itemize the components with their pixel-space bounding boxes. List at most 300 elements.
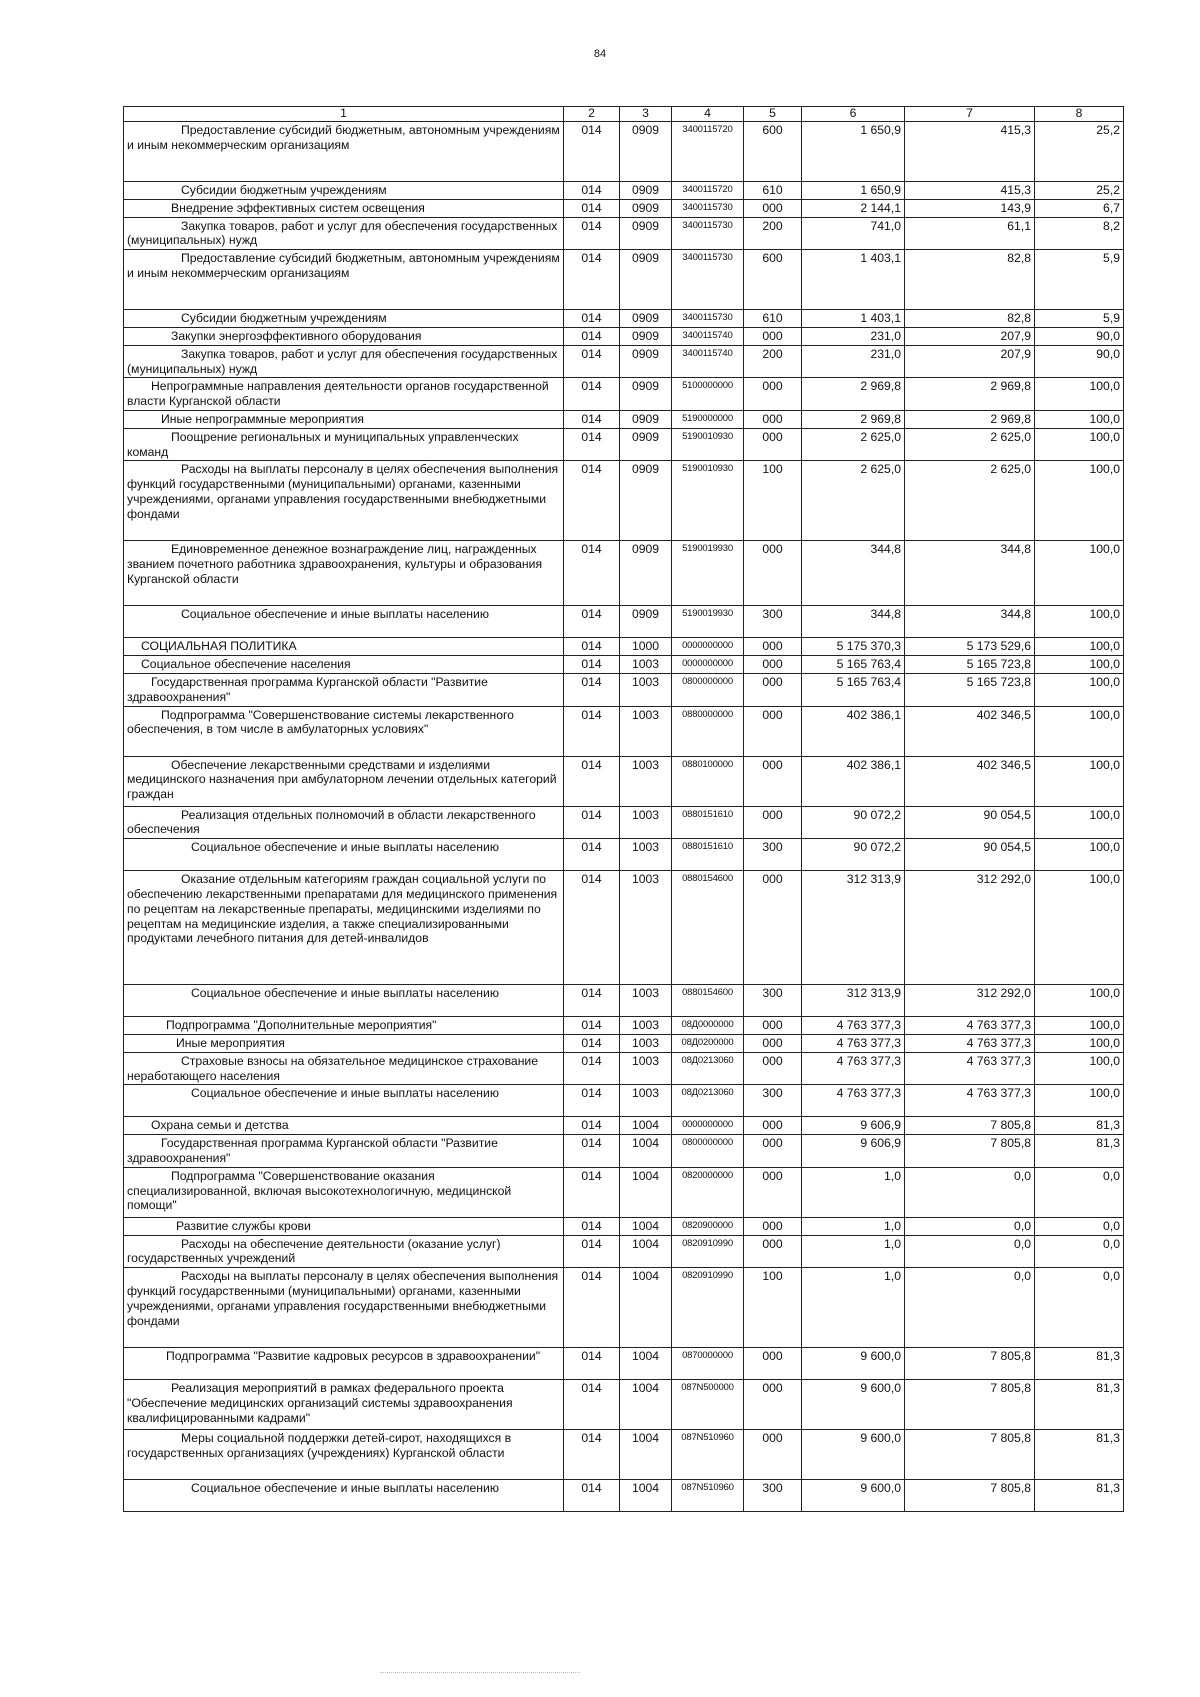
cell-section-code: 1003: [620, 985, 672, 1017]
cell-execution-percent: 100,0: [1035, 985, 1124, 1017]
cell-execution-percent: 25,2: [1035, 122, 1124, 182]
cell-execution-percent: 100,0: [1035, 1034, 1124, 1052]
cell-executed-amount: 0,0: [905, 1167, 1035, 1217]
table-row: [124, 182, 1124, 200]
cell-item-name: Развитие службы крови: [124, 1217, 564, 1235]
cell-target-article: 5190019930: [672, 541, 744, 606]
cell-section-code: 1003: [620, 673, 672, 706]
cell-expense-type: 300: [744, 606, 802, 638]
cell-section-code: 1004: [620, 1235, 672, 1268]
table-row: [124, 1430, 1124, 1480]
cell-admin-code: 014: [564, 1052, 620, 1085]
cell-execution-percent: 100,0: [1035, 673, 1124, 706]
cell-admin-code: 014: [564, 1017, 620, 1035]
cell-planned-amount: 344,8: [802, 606, 905, 638]
cell-target-article: 3400115730: [672, 250, 744, 310]
cell-item-name: Внедрение эффективных систем освещения: [124, 199, 564, 217]
cell-admin-code: 014: [564, 1167, 620, 1217]
table-row: [124, 310, 1124, 328]
cell-planned-amount: 1 650,9: [802, 122, 905, 182]
cell-expense-type: 000: [744, 1135, 802, 1168]
cell-section-code: 0909: [620, 461, 672, 541]
table-row: [124, 1135, 1124, 1168]
cell-executed-amount: 415,3: [905, 182, 1035, 200]
cell-target-article: 087N510960: [672, 1480, 744, 1512]
cell-section-code: 1003: [620, 706, 672, 756]
cell-executed-amount: 82,8: [905, 310, 1035, 328]
cell-admin-code: 014: [564, 122, 620, 182]
cell-target-article: 0880000000: [672, 706, 744, 756]
cell-section-code: 1003: [620, 1052, 672, 1085]
cell-target-article: 3400115740: [672, 345, 744, 378]
cell-admin-code: 014: [564, 1380, 620, 1430]
cell-admin-code: 014: [564, 871, 620, 985]
cell-planned-amount: 5 165 763,4: [802, 673, 905, 706]
cell-section-code: 1004: [620, 1135, 672, 1168]
cell-section-code: 1004: [620, 1167, 672, 1217]
cell-section-code: 1003: [620, 1085, 672, 1117]
table-header-row: [124, 107, 1124, 122]
cell-item-name: Расходы на выплаты персоналу в целях обеспечения выполнения функций государственными (муниципальными) органами, казенными учреждениями, органами управления государственными внебюджетными фондами: [124, 1268, 564, 1348]
cell-expense-type: 000: [744, 1217, 802, 1235]
table-row: [124, 1348, 1124, 1380]
cell-admin-code: 014: [564, 1217, 620, 1235]
cell-expense-type: 000: [744, 806, 802, 839]
cell-expense-type: 000: [744, 410, 802, 428]
table-row: [124, 839, 1124, 871]
cell-executed-amount: 90 054,5: [905, 806, 1035, 839]
cell-item-name: Закупка товаров, работ и услуг для обеспечения государственных (муниципальных) нужд: [124, 217, 564, 250]
cell-planned-amount: 9 606,9: [802, 1135, 905, 1168]
table-row: [124, 606, 1124, 638]
cell-planned-amount: 4 763 377,3: [802, 1052, 905, 1085]
cell-section-code: 1004: [620, 1217, 672, 1235]
table-row: [124, 327, 1124, 345]
cell-executed-amount: 312 292,0: [905, 871, 1035, 985]
cell-target-article: 0870000000: [672, 1348, 744, 1380]
cell-admin-code: 014: [564, 428, 620, 461]
cell-target-article: 087N510960: [672, 1430, 744, 1480]
cell-planned-amount: 344,8: [802, 541, 905, 606]
cell-execution-percent: 81,3: [1035, 1380, 1124, 1430]
cell-execution-percent: 81,3: [1035, 1480, 1124, 1512]
cell-item-name: Социальное обеспечение и иные выплаты населению: [124, 1480, 564, 1512]
table-body: [124, 122, 1124, 1512]
cell-section-code: 1003: [620, 871, 672, 985]
cell-item-name: Реализация мероприятий в рамках федерального проекта "Обеспечение медицинских организаций системы здравоохранения квалифицированными кадрами": [124, 1380, 564, 1430]
cell-expense-type: 000: [744, 706, 802, 756]
cell-executed-amount: 5 165 723,8: [905, 673, 1035, 706]
cell-execution-percent: 100,0: [1035, 1017, 1124, 1035]
cell-target-article: 0000000000: [672, 638, 744, 656]
scan-artifact-line: [380, 1672, 580, 1674]
cell-execution-percent: 100,0: [1035, 638, 1124, 656]
column-header: 2: [564, 107, 620, 122]
cell-executed-amount: 7 805,8: [905, 1348, 1035, 1380]
cell-section-code: 1003: [620, 756, 672, 806]
cell-section-code: 0909: [620, 410, 672, 428]
cell-planned-amount: 5 165 763,4: [802, 656, 905, 674]
cell-admin-code: 014: [564, 310, 620, 328]
cell-executed-amount: 2 625,0: [905, 428, 1035, 461]
cell-item-name: Подпрограмма "Совершенствование оказания специализированной, включая высокотехнологичную, медицинской помощи": [124, 1167, 564, 1217]
cell-target-article: 0000000000: [672, 1117, 744, 1135]
cell-expense-type: 300: [744, 1085, 802, 1117]
cell-expense-type: 610: [744, 182, 802, 200]
cell-section-code: 0909: [620, 541, 672, 606]
cell-item-name: Оказание отдельным категориям граждан социальной услуги по обеспечению лекарственными препаратами для медицинского применения по рецептам на лекарственные препараты, медицинскими изделиями по рецептам на медицинские изделия, а также специализированными продуктами лечебного питания для детей-инвалидов: [124, 871, 564, 985]
cell-executed-amount: 7 805,8: [905, 1135, 1035, 1168]
cell-executed-amount: 90 054,5: [905, 839, 1035, 871]
cell-executed-amount: 5 173 529,6: [905, 638, 1035, 656]
cell-item-name: Подпрограмма "Совершенствование системы лекарственного обеспечения, в том числе в амбулаторных условиях": [124, 706, 564, 756]
cell-target-article: 08Д0000000: [672, 1017, 744, 1035]
cell-item-name: Социальное обеспечение и иные выплаты населению: [124, 985, 564, 1017]
table-row: [124, 428, 1124, 461]
cell-expense-type: 000: [744, 327, 802, 345]
cell-planned-amount: 2 144,1: [802, 199, 905, 217]
table-row: [124, 122, 1124, 182]
cell-executed-amount: 4 763 377,3: [905, 1034, 1035, 1052]
cell-target-article: 0880100000: [672, 756, 744, 806]
table-row: [124, 673, 1124, 706]
cell-planned-amount: 1 403,1: [802, 250, 905, 310]
cell-item-name: Иные непрограммные мероприятия: [124, 410, 564, 428]
cell-execution-percent: 81,3: [1035, 1135, 1124, 1168]
table-row: [124, 378, 1124, 411]
cell-section-code: 0909: [620, 310, 672, 328]
cell-planned-amount: 1,0: [802, 1167, 905, 1217]
cell-expense-type: 300: [744, 839, 802, 871]
cell-admin-code: 014: [564, 541, 620, 606]
cell-execution-percent: 100,0: [1035, 378, 1124, 411]
table-row: [124, 250, 1124, 310]
cell-item-name: Поощрение региональных и муниципальных управленческих команд: [124, 428, 564, 461]
cell-item-name: Обеспечение лекарственными средствами и изделиями медицинского назначения при амбулаторном лечении отдельных категорий граждан: [124, 756, 564, 806]
cell-planned-amount: 2 625,0: [802, 461, 905, 541]
table-row: [124, 345, 1124, 378]
table-row: [124, 1268, 1124, 1348]
cell-admin-code: 014: [564, 638, 620, 656]
cell-planned-amount: 741,0: [802, 217, 905, 250]
cell-item-name: Субсидии бюджетным учреждениям: [124, 182, 564, 200]
cell-execution-percent: 100,0: [1035, 428, 1124, 461]
cell-executed-amount: 7 805,8: [905, 1380, 1035, 1430]
table-row: [124, 756, 1124, 806]
cell-executed-amount: 207,9: [905, 345, 1035, 378]
cell-expense-type: 000: [744, 541, 802, 606]
cell-section-code: 0909: [620, 378, 672, 411]
cell-executed-amount: 5 165 723,8: [905, 656, 1035, 674]
cell-target-article: 0880154600: [672, 985, 744, 1017]
cell-admin-code: 014: [564, 1235, 620, 1268]
cell-expense-type: 000: [744, 1380, 802, 1430]
cell-expense-type: 000: [744, 1052, 802, 1085]
cell-planned-amount: 4 763 377,3: [802, 1034, 905, 1052]
cell-execution-percent: 0,0: [1035, 1167, 1124, 1217]
cell-admin-code: 014: [564, 1034, 620, 1052]
cell-execution-percent: 100,0: [1035, 1085, 1124, 1117]
cell-executed-amount: 82,8: [905, 250, 1035, 310]
cell-section-code: 0909: [620, 428, 672, 461]
cell-expense-type: 000: [744, 1430, 802, 1480]
cell-target-article: 3400115730: [672, 310, 744, 328]
cell-admin-code: 014: [564, 461, 620, 541]
cell-admin-code: 014: [564, 378, 620, 411]
cell-admin-code: 014: [564, 806, 620, 839]
table-row: [124, 638, 1124, 656]
column-header: 7: [905, 107, 1035, 122]
cell-executed-amount: 2 969,8: [905, 410, 1035, 428]
cell-admin-code: 014: [564, 1135, 620, 1168]
cell-execution-percent: 100,0: [1035, 1052, 1124, 1085]
cell-expense-type: 200: [744, 345, 802, 378]
cell-target-article: 3400115720: [672, 182, 744, 200]
cell-item-name: Закупки энергоэффективного оборудования: [124, 327, 564, 345]
cell-section-code: 1004: [620, 1268, 672, 1348]
cell-expense-type: 000: [744, 1235, 802, 1268]
cell-execution-percent: 100,0: [1035, 606, 1124, 638]
table-row: [124, 1380, 1124, 1430]
cell-admin-code: 014: [564, 1117, 620, 1135]
cell-target-article: 5190010930: [672, 428, 744, 461]
cell-execution-percent: 81,3: [1035, 1430, 1124, 1480]
cell-expense-type: 000: [744, 1348, 802, 1380]
cell-planned-amount: 231,0: [802, 327, 905, 345]
cell-execution-percent: 100,0: [1035, 541, 1124, 606]
cell-planned-amount: 9 600,0: [802, 1430, 905, 1480]
cell-target-article: 0000000000: [672, 656, 744, 674]
cell-expense-type: 610: [744, 310, 802, 328]
cell-executed-amount: 0,0: [905, 1217, 1035, 1235]
cell-execution-percent: 0,0: [1035, 1235, 1124, 1268]
cell-execution-percent: 90,0: [1035, 345, 1124, 378]
cell-item-name: Расходы на выплаты персоналу в целях обеспечения выполнения функций государственными (муниципальными) органами, казенными учреждениями, органами управления государственными внебюджетными фондами: [124, 461, 564, 541]
cell-planned-amount: 1,0: [802, 1217, 905, 1235]
cell-item-name: Единовременное денежное вознаграждение лиц, награжденных званием почетного работника здравоохранения, культуры и образования Курганской области: [124, 541, 564, 606]
cell-admin-code: 014: [564, 706, 620, 756]
cell-expense-type: 000: [744, 638, 802, 656]
cell-item-name: Субсидии бюджетным учреждениям: [124, 310, 564, 328]
cell-planned-amount: 1,0: [802, 1268, 905, 1348]
column-header: 1: [124, 107, 564, 122]
cell-admin-code: 014: [564, 756, 620, 806]
cell-executed-amount: 4 763 377,3: [905, 1017, 1035, 1035]
cell-execution-percent: 25,2: [1035, 182, 1124, 200]
cell-admin-code: 014: [564, 182, 620, 200]
cell-planned-amount: 9 600,0: [802, 1480, 905, 1512]
cell-execution-percent: 100,0: [1035, 756, 1124, 806]
table-row: [124, 871, 1124, 985]
cell-item-name: Социальное обеспечение населения: [124, 656, 564, 674]
cell-target-article: 5100000000: [672, 378, 744, 411]
cell-admin-code: 014: [564, 673, 620, 706]
cell-executed-amount: 4 763 377,3: [905, 1052, 1035, 1085]
cell-execution-percent: 5,9: [1035, 250, 1124, 310]
cell-section-code: 1004: [620, 1480, 672, 1512]
cell-section-code: 1004: [620, 1380, 672, 1430]
cell-expense-type: 600: [744, 122, 802, 182]
cell-expense-type: 000: [744, 378, 802, 411]
cell-expense-type: 000: [744, 656, 802, 674]
cell-planned-amount: 90 072,2: [802, 839, 905, 871]
cell-execution-percent: 100,0: [1035, 839, 1124, 871]
cell-executed-amount: 207,9: [905, 327, 1035, 345]
cell-section-code: 0909: [620, 345, 672, 378]
cell-planned-amount: 231,0: [802, 345, 905, 378]
cell-target-article: 0800000000: [672, 673, 744, 706]
cell-admin-code: 014: [564, 345, 620, 378]
cell-expense-type: 000: [744, 1117, 802, 1135]
table-row: [124, 1217, 1124, 1235]
cell-admin-code: 014: [564, 410, 620, 428]
table-row: [124, 656, 1124, 674]
cell-execution-percent: 100,0: [1035, 806, 1124, 839]
table-row: [124, 1167, 1124, 1217]
cell-expense-type: 600: [744, 250, 802, 310]
cell-item-name: Социальное обеспечение и иные выплаты населению: [124, 839, 564, 871]
table-row: [124, 1117, 1124, 1135]
cell-admin-code: 014: [564, 606, 620, 638]
cell-target-article: 08Д0213060: [672, 1052, 744, 1085]
cell-target-article: 5190010930: [672, 461, 744, 541]
cell-planned-amount: 2 625,0: [802, 428, 905, 461]
cell-admin-code: 014: [564, 656, 620, 674]
cell-section-code: 0909: [620, 327, 672, 345]
cell-item-name: Непрограммные направления деятельности органов государственной власти Курганской области: [124, 378, 564, 411]
cell-admin-code: 014: [564, 1430, 620, 1480]
cell-expense-type: 000: [744, 756, 802, 806]
table-row: [124, 461, 1124, 541]
table-row: [124, 1034, 1124, 1052]
cell-executed-amount: 344,8: [905, 606, 1035, 638]
cell-execution-percent: 81,3: [1035, 1348, 1124, 1380]
cell-admin-code: 014: [564, 217, 620, 250]
cell-executed-amount: 312 292,0: [905, 985, 1035, 1017]
cell-execution-percent: 0,0: [1035, 1217, 1124, 1235]
column-header: 4: [672, 107, 744, 122]
cell-execution-percent: 100,0: [1035, 656, 1124, 674]
cell-planned-amount: 9 600,0: [802, 1348, 905, 1380]
cell-section-code: 1004: [620, 1348, 672, 1380]
cell-item-name: Социальное обеспечение и иные выплаты населению: [124, 606, 564, 638]
cell-expense-type: 000: [744, 871, 802, 985]
cell-planned-amount: 9 606,9: [802, 1117, 905, 1135]
table-row: [124, 541, 1124, 606]
cell-section-code: 1003: [620, 656, 672, 674]
cell-section-code: 1000: [620, 638, 672, 656]
cell-target-article: 0880151610: [672, 839, 744, 871]
cell-section-code: 1004: [620, 1117, 672, 1135]
cell-target-article: 0820910990: [672, 1268, 744, 1348]
cell-expense-type: 200: [744, 217, 802, 250]
cell-section-code: 0909: [620, 182, 672, 200]
cell-execution-percent: 100,0: [1035, 461, 1124, 541]
cell-section-code: 0909: [620, 217, 672, 250]
cell-target-article: 3400115720: [672, 122, 744, 182]
cell-execution-percent: 81,3: [1035, 1117, 1124, 1135]
cell-expense-type: 000: [744, 1017, 802, 1035]
cell-expense-type: 300: [744, 1480, 802, 1512]
cell-item-name: Реализация отдельных полномочий в области лекарственного обеспечения: [124, 806, 564, 839]
cell-execution-percent: 6,7: [1035, 199, 1124, 217]
column-header: 5: [744, 107, 802, 122]
cell-item-name: Подпрограмма "Развитие кадровых ресурсов в здравоохранении": [124, 1348, 564, 1380]
page-number: 84: [593, 48, 607, 60]
cell-expense-type: 100: [744, 461, 802, 541]
cell-planned-amount: 402 386,1: [802, 756, 905, 806]
table-row: [124, 985, 1124, 1017]
table-row: [124, 199, 1124, 217]
cell-target-article: 5190000000: [672, 410, 744, 428]
cell-executed-amount: 0,0: [905, 1268, 1035, 1348]
cell-executed-amount: 2 969,8: [905, 378, 1035, 411]
cell-target-article: 08Д0200000: [672, 1034, 744, 1052]
cell-executed-amount: 61,1: [905, 217, 1035, 250]
cell-item-name: Подпрограмма "Дополнительные мероприятия": [124, 1017, 564, 1035]
cell-expense-type: 000: [744, 673, 802, 706]
cell-target-article: 0880154600: [672, 871, 744, 985]
cell-expense-type: 000: [744, 1167, 802, 1217]
cell-target-article: 0820000000: [672, 1167, 744, 1217]
cell-section-code: 1003: [620, 839, 672, 871]
cell-execution-percent: 100,0: [1035, 871, 1124, 985]
column-header: 3: [620, 107, 672, 122]
cell-executed-amount: 2 625,0: [905, 461, 1035, 541]
cell-planned-amount: 4 763 377,3: [802, 1085, 905, 1117]
cell-item-name: Социальное обеспечение и иные выплаты населению: [124, 1085, 564, 1117]
cell-executed-amount: 143,9: [905, 199, 1035, 217]
cell-target-article: 087N500000: [672, 1380, 744, 1430]
cell-executed-amount: 7 805,8: [905, 1430, 1035, 1480]
cell-admin-code: 014: [564, 327, 620, 345]
cell-execution-percent: 90,0: [1035, 327, 1124, 345]
cell-admin-code: 014: [564, 250, 620, 310]
cell-admin-code: 014: [564, 985, 620, 1017]
cell-executed-amount: 344,8: [905, 541, 1035, 606]
table-row: [124, 1235, 1124, 1268]
cell-target-article: 3400115740: [672, 327, 744, 345]
cell-execution-percent: 8,2: [1035, 217, 1124, 250]
cell-planned-amount: 4 763 377,3: [802, 1017, 905, 1035]
cell-expense-type: 000: [744, 199, 802, 217]
cell-target-article: 0820910990: [672, 1235, 744, 1268]
cell-expense-type: 000: [744, 1034, 802, 1052]
cell-section-code: 0909: [620, 250, 672, 310]
cell-admin-code: 014: [564, 1480, 620, 1512]
cell-admin-code: 014: [564, 199, 620, 217]
table-row: [124, 1017, 1124, 1035]
cell-planned-amount: 2 969,8: [802, 410, 905, 428]
cell-item-name: Предоставление субсидий бюджетным, автономным учреждениям и иным некоммерческим организациям: [124, 122, 564, 182]
cell-item-name: Страховые взносы на обязательное медицинское страхование неработающего населения: [124, 1052, 564, 1085]
cell-item-name: СОЦИАЛЬНАЯ ПОЛИТИКА: [124, 638, 564, 656]
cell-section-code: 1004: [620, 1430, 672, 1480]
cell-admin-code: 014: [564, 1348, 620, 1380]
table-row: [124, 1480, 1124, 1512]
cell-planned-amount: 9 600,0: [802, 1380, 905, 1430]
cell-executed-amount: 415,3: [905, 122, 1035, 182]
cell-target-article: 0880151610: [672, 806, 744, 839]
budget-table: [123, 106, 1124, 1512]
cell-execution-percent: 0,0: [1035, 1268, 1124, 1348]
cell-target-article: 08Д0213060: [672, 1085, 744, 1117]
cell-execution-percent: 100,0: [1035, 410, 1124, 428]
cell-admin-code: 014: [564, 839, 620, 871]
cell-admin-code: 014: [564, 1085, 620, 1117]
table-row: [124, 410, 1124, 428]
cell-executed-amount: 0,0: [905, 1235, 1035, 1268]
